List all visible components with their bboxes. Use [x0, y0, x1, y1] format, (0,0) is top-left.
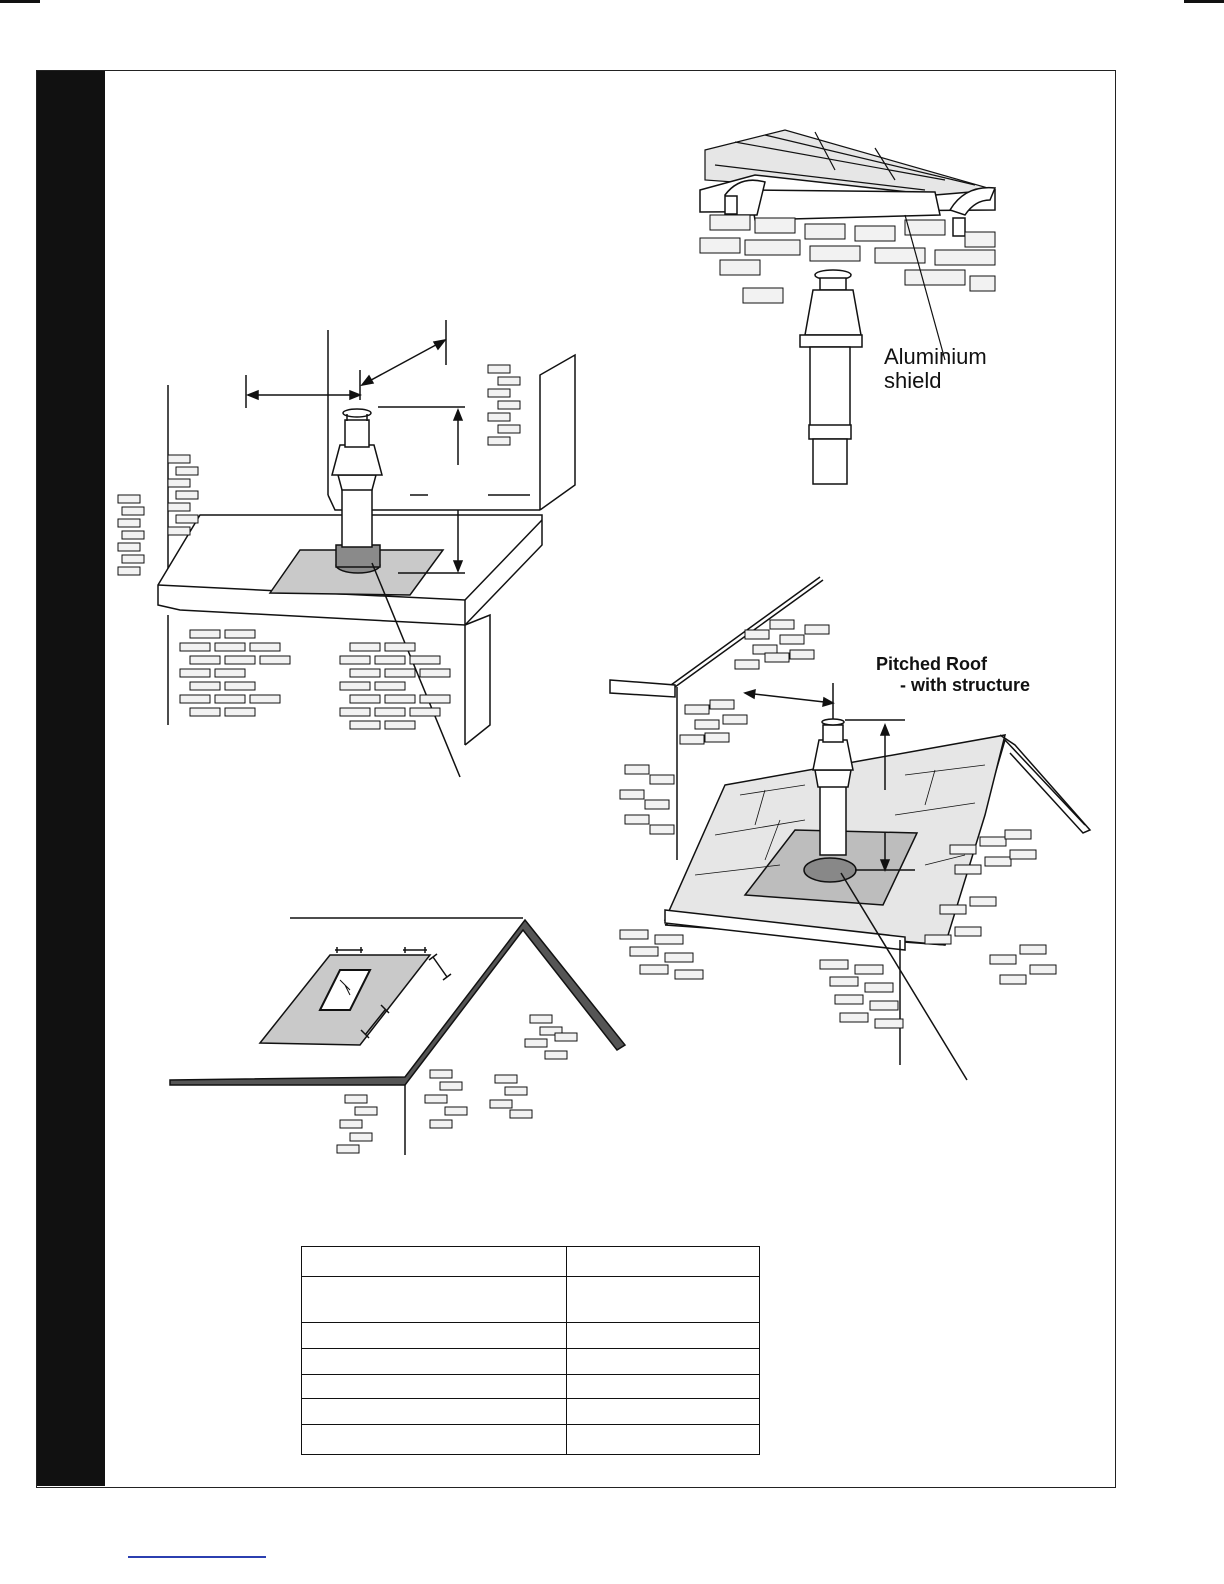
table-cell [567, 1399, 760, 1425]
aluminium-shield-label [884, 345, 987, 393]
table-cell [567, 1425, 760, 1455]
table-cell [567, 1323, 760, 1349]
table-row [302, 1349, 760, 1375]
pitched-roof-flue-diagram [605, 575, 1095, 1085]
table-cell [302, 1277, 567, 1323]
aluminium-shield-line1: Aluminium [884, 344, 987, 369]
roof-cutout-diagram [165, 915, 630, 1160]
table-cell [302, 1375, 567, 1399]
table-cell [302, 1425, 567, 1455]
pitched-roof-label [876, 654, 1030, 696]
table-row [302, 1425, 760, 1455]
flue-data-table [301, 1246, 760, 1455]
table-row [302, 1323, 760, 1349]
table-cell [567, 1375, 760, 1399]
table-row [302, 1247, 760, 1277]
aluminium-shield-line2: shield [884, 368, 942, 393]
pitched-roof-line1: Pitched Roof [876, 654, 987, 674]
pitched-roof-line2: - with structure [900, 675, 1031, 695]
table-cell [302, 1323, 567, 1349]
table-cell [567, 1247, 760, 1277]
table-row [302, 1277, 760, 1323]
crop-mark-right [1184, 0, 1224, 3]
table-cell [302, 1399, 567, 1425]
table-cell [567, 1349, 760, 1375]
flat-roof-flue-diagram [110, 315, 590, 795]
table-cell [302, 1349, 567, 1375]
side-bar [37, 71, 105, 1486]
crop-mark-left [0, 0, 40, 3]
footer-link-underline [128, 1556, 266, 1558]
table-row [302, 1399, 760, 1425]
aluminium-shield-diagram [695, 120, 1005, 485]
table-row [302, 1375, 760, 1399]
table-cell [302, 1247, 567, 1277]
table-cell [567, 1277, 760, 1323]
